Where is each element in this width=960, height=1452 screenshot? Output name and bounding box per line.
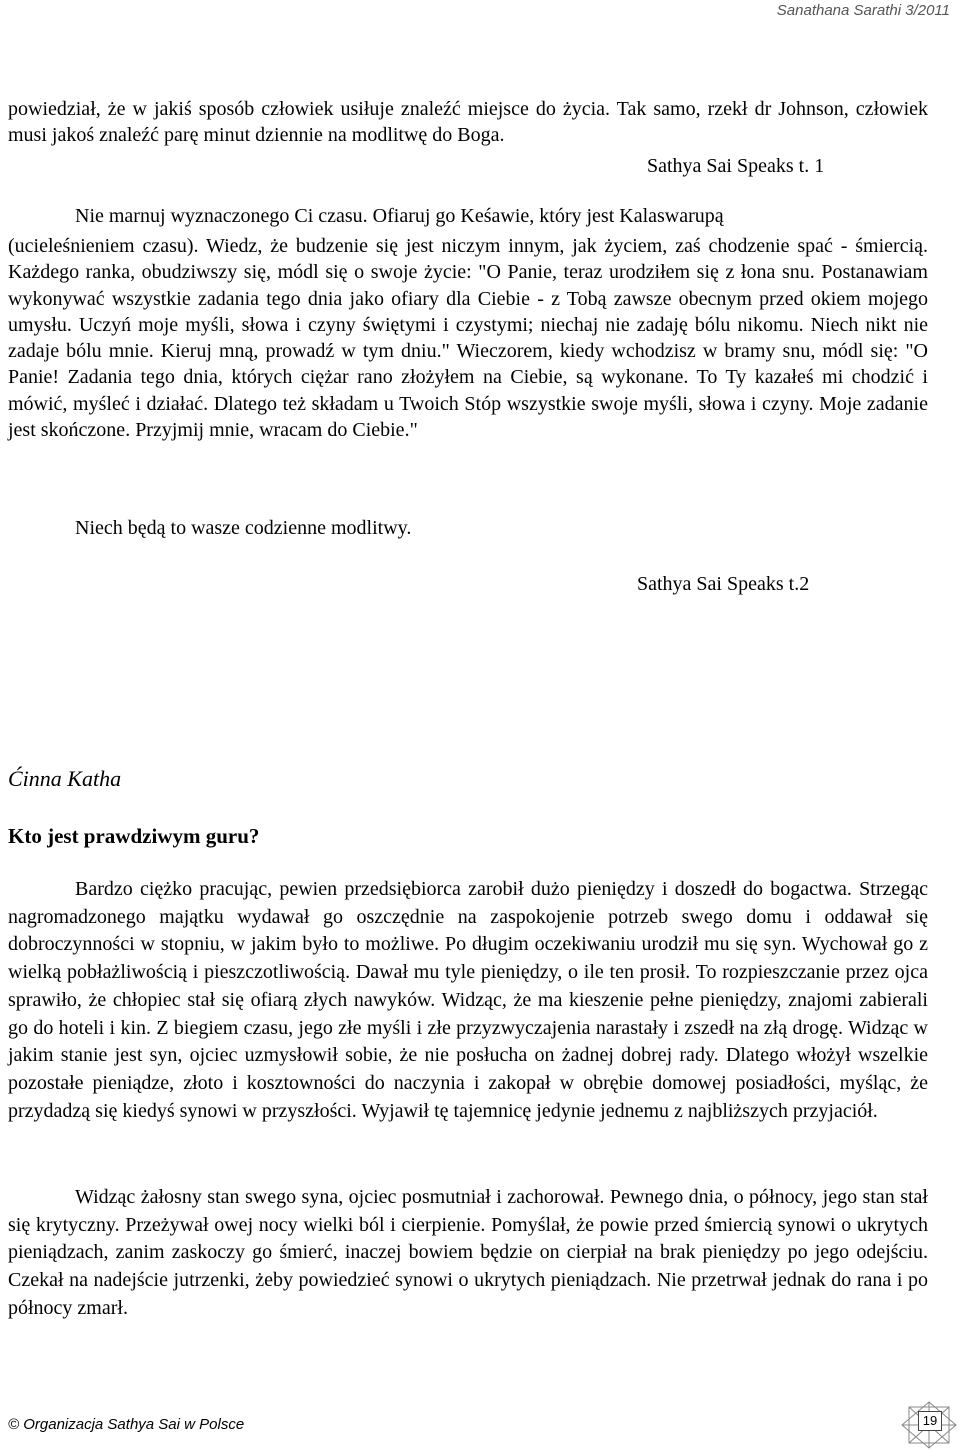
issue-header: Sanathana Sarathi 3/2011 [776, 2, 950, 19]
page-number-badge [898, 1400, 960, 1450]
footer-copyright: © Organizacja Sathya Sai w Polsce [8, 1416, 245, 1433]
paragraph-time-first-line: Nie marnuj wyznaczonego Ci czasu. Ofiaruj go Keśawie, który jest Kalaswarupą [75, 205, 724, 227]
story-title: Kto jest prawdziwym guru? [8, 824, 260, 848]
story-paragraph-1: Bardzo ciężko pracując, pewien przedsiębiorca zarobił dużo pieniędzy i doszedł do bogactwa. Strzegąc nagromadzonego majątku wydawał go oszczędnie na zaspokojenie potrzeb swego domu i oddawał się dobroczynności w stopniu, w jakim było to możliwe. Po długim oczekiwaniu urodził mu się syn. Wychował go z wielką pobłażliwością i pieszczotliwością. Dawał mu tyle pieniędzy, o ile ten prosił. To rozpieszczanie przez ojca sprawiło, że chłopiec stał się ofiarą złych nawyków. Widząc, że ma kieszenie pełne pieniędzy, znajomi zabierali go do hoteli i kin. Z biegiem czasu, jego złe myśli i złe przyzwyczajenia narastały i zszedł na złą drogę. Widząc w jakim stanie jest syn, ojciec uzmysłowił sobie, że nie posłucha on żadnej dobrej rady. Dlatego włożył wszelkie pozostałe pieniądze, złoto i kosztowności do naczynia i zakopał w obrębie domowej posiadłości, myśląc, że przydadzą się kiedyś synowi w przyszłości. Wyjawił tę tajemnicę jedynie jednemu z najbliższych przyjaciół. [8, 878, 928, 1122]
paragraph-johnson: powiedział, że w jakiś sposób człowiek usiłuje znaleźć miejsce do życia. Tak samo, rzekł dr Johnson, człowiek musi jakoś znaleźć parę minut dziennie na modlitwę do Boga. [8, 98, 928, 147]
page-number: 19 [918, 1411, 942, 1431]
paragraph-closing-line: Niech będą to wasze codzienne modlitwy. [75, 517, 412, 539]
paragraph-daily-prayer: (ucieleśnieniem czasu). Wiedz, że budzenie się jest niczym innym, jak życiem, zaś chodzenie spać - śmiercią. Każdego ranka, obudziwszy się, módl się o swoje życie: "O Panie, teraz urodziłem się z łona snu. Postanawiam wykonywać wszystkie zadania tego dnia jako ofiary dla Ciebie - z Tobą zawsze obecnym przed okiem mojego umysłu. Uczyń moje myśli, słowa i czyny świętymi i czystymi; niechaj nie zadaję bólu nikomu. Niech nikt nie zadaje bólu mnie. Kieruj mną, prowadź w tym dniu." Wieczorem, kiedy wchodzisz w bramy snu, módl się: "O Panie! Zadania tego dnia, których ciężar rano złożyłem na Ciebie, są wykonane. To Ty kazałeś mi chodzić i mówić, myśleć i działać. Dlatego też składam u Twoich Stóp wszystkie swoje myśli, słowa i czyny. Moje zadanie jest skończone. Przyjmij mnie, wracam do Ciebie." [8, 235, 928, 442]
source-citation-2: Sathya Sai Speaks t.2 [637, 573, 810, 595]
section-title: Ćinna Katha [8, 766, 122, 791]
source-citation-1: Sathya Sai Speaks t. 1 [647, 155, 825, 177]
story-paragraph-2: Widząc żałosny stan swego syna, ojciec posmutniał i zachorował. Pewnego dnia, o północy, jego stan stał się krytyczny. Przeżywał owej nocy wielki ból i cierpienie. Pomyślał, że powie przed śmiercią synowi o ukrytych pieniądzach, zanim zaskoczy go śmierć, inaczej bowiem będzie on cierpiał na brak pieniędzy po jego odejściu. Czekał na nadejście jutrzenki, żeby powiedzieć synowi o ukrytych pieniądzach. Nie przetrwał jednak do rana i po północy zmarł. [8, 1186, 928, 1319]
